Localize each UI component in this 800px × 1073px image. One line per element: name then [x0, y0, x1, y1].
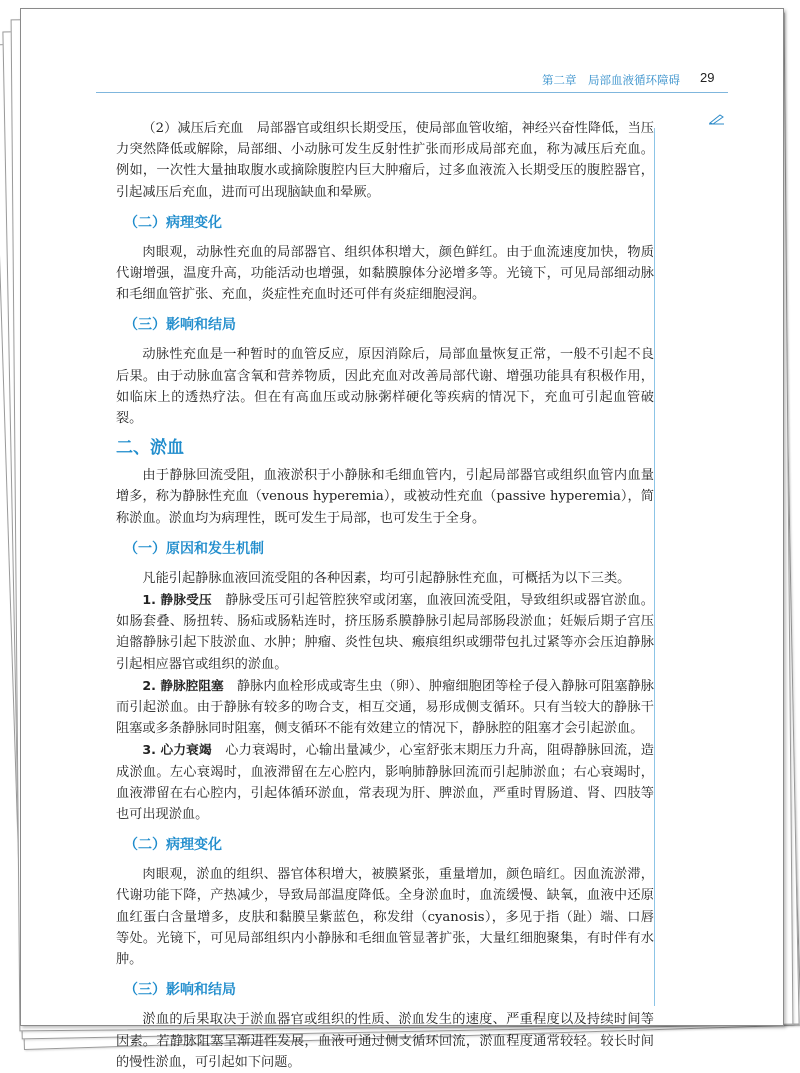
item-title: 2. 静脉腔阻塞: [142, 677, 224, 693]
list-item: [116, 589, 654, 675]
paragraph-decompression: （2）减压后充血 局部器官或组织长期受压，使局部血管收缩，神经兴奋性降低，当压力突然降低或解除，局部细、小动脉可发生反射性扩张而形成局部充血，称为减压后充血。例如，一次性大量抽取腹水或摘除腹腔内巨大肿瘤后，过多血液流入长期受压的腹腔器官，引起减压后充血，进而可出现脑缺血和晕厥。: [116, 121, 654, 200]
page-body: [116, 118, 654, 1073]
item-text: 静脉受压可引起管腔狭窄或闭塞，血液回流受阻，导致组织或器官淤血。如肠套叠、肠扭转、肠疝或肠粘连时，挤压肠系膜静脉引起局部肠段淤血；妊娠后期子宫压迫髂静脉引起下肢淤血、水肿；肿瘤、炎性包块、瘢痕组织或绷带包扎过紧等亦会压迫静脉引起相应器官或组织的淤血。: [116, 593, 654, 672]
heading-venous-outcome: （三）影响和结局: [124, 982, 236, 999]
paragraph-venous-outcome: 淤血的后果取决于淤血器官或组织的性质、淤血发生的速度、严重程度以及持续时间等因素。若静脉阻塞呈渐进性发展，血液可通过侧支循环回流，淤血程度通常较轻。较长时间的慢性淤血，可引起如下问题。: [116, 1012, 654, 1070]
pencil-icon: [708, 113, 726, 125]
paragraph-causes: 凡能引起静脉血液回流受阻的各种因素，均可引起静脉性充血，可概括为以下三类。: [142, 570, 631, 586]
item-text: 心力衰竭时，心输出量减少，心室舒张末期压力升高，阻碍静脉回流，造成淤血。左心衰竭时，血液滞留在左心腔内，影响肺静脉回流而引起肺淤血；右心衰竭时，血液滞留在右心腔内，引起体循环淤血，常表现为肝、脾淤血，严重时胃肠道、肾、四肢等也可出现淤血。: [116, 743, 654, 823]
list-item: [116, 675, 654, 740]
paragraph-arterial-outcome: 动脉性充血是一种暂时的血管反应，原因消除后，局部血量恢复正常，一般不引起不良后果。由于动脉血富含氧和营养物质，因此充血对改善局部代谢、增强功能具有积极作用，如临床上的透热疗法。但在有高血压或动脉粥样硬化等疾病的情况下，充血可引起血管破裂。: [116, 347, 654, 427]
header-rule: [96, 92, 728, 93]
heading-causes: （一）原因和发生机制: [124, 540, 264, 557]
paragraph-venous-changes: 肉眼观，淤血的组织、器官体积增大，被膜紧张，重量增加，颜色暗红。因血流淤滞，代谢功能下降，产热减少，导致局部温度降低。全身淤血时，血流缓慢、缺氧，血液中还原血红蛋白含量增多，皮肤和黏膜呈紫蓝色，称发绀（cyanosis），多见于指（趾）端、口唇等处。光镜下，可见局部组织内小静脉和毛细血管显著扩张，大量红细胞聚集，有时伴有水肿。: [116, 867, 654, 968]
heading-arterial-outcome: （三）影响和结局: [124, 317, 236, 334]
list-item: [116, 739, 654, 825]
heading-venous-changes: （二）病理变化: [124, 837, 222, 854]
chapter-title: 第二章 局部血液循环障碍: [542, 73, 680, 87]
item-title: 3. 心力衰竭: [142, 742, 212, 758]
item-text: 静脉内血栓形成或寄生虫（卵）、肿瘤细胞团等栓子侵入静脉可阻塞静脉而引起淤血。由于静脉有较多的吻合支，相互交通，易形成侧支循环。只有当较大的静脉干阻塞或多条静脉同时阻塞，侧支循环不能有效建立的情况下，静脉腔的阻塞才会引起淤血。: [116, 678, 654, 737]
heading-arterial-changes: （二）病理变化: [124, 214, 222, 231]
paragraph-congestion-intro: 由于静脉回流受阻，血液淤积于小静脉和毛细血管内，引起局部器官或组织血管内血量增多，称为静脉性充血（venous hyperemia），或被动性充血（passive hyperemia），简称淤血。淤血均为病理性，既可发生于局部，也可发生于全身。: [116, 468, 654, 526]
margin-rule: [654, 128, 655, 1006]
paragraph-arterial-changes: 肉眼观，动脉性充血的局部器官、组织体积增大，颜色鲜红。由于血流速度加快，物质代谢增强，温度升高，功能活动也增强，如黏膜腺体分泌增多等。光镜下，可见局部细动脉和毛细血管扩张、充血，炎症性充血时还可伴有炎症细胞浸润。: [116, 244, 654, 303]
page-number: 29: [700, 70, 715, 85]
section-title-congestion: 二、淤血: [116, 438, 184, 459]
item-title: 1. 静脉受压: [142, 592, 212, 608]
